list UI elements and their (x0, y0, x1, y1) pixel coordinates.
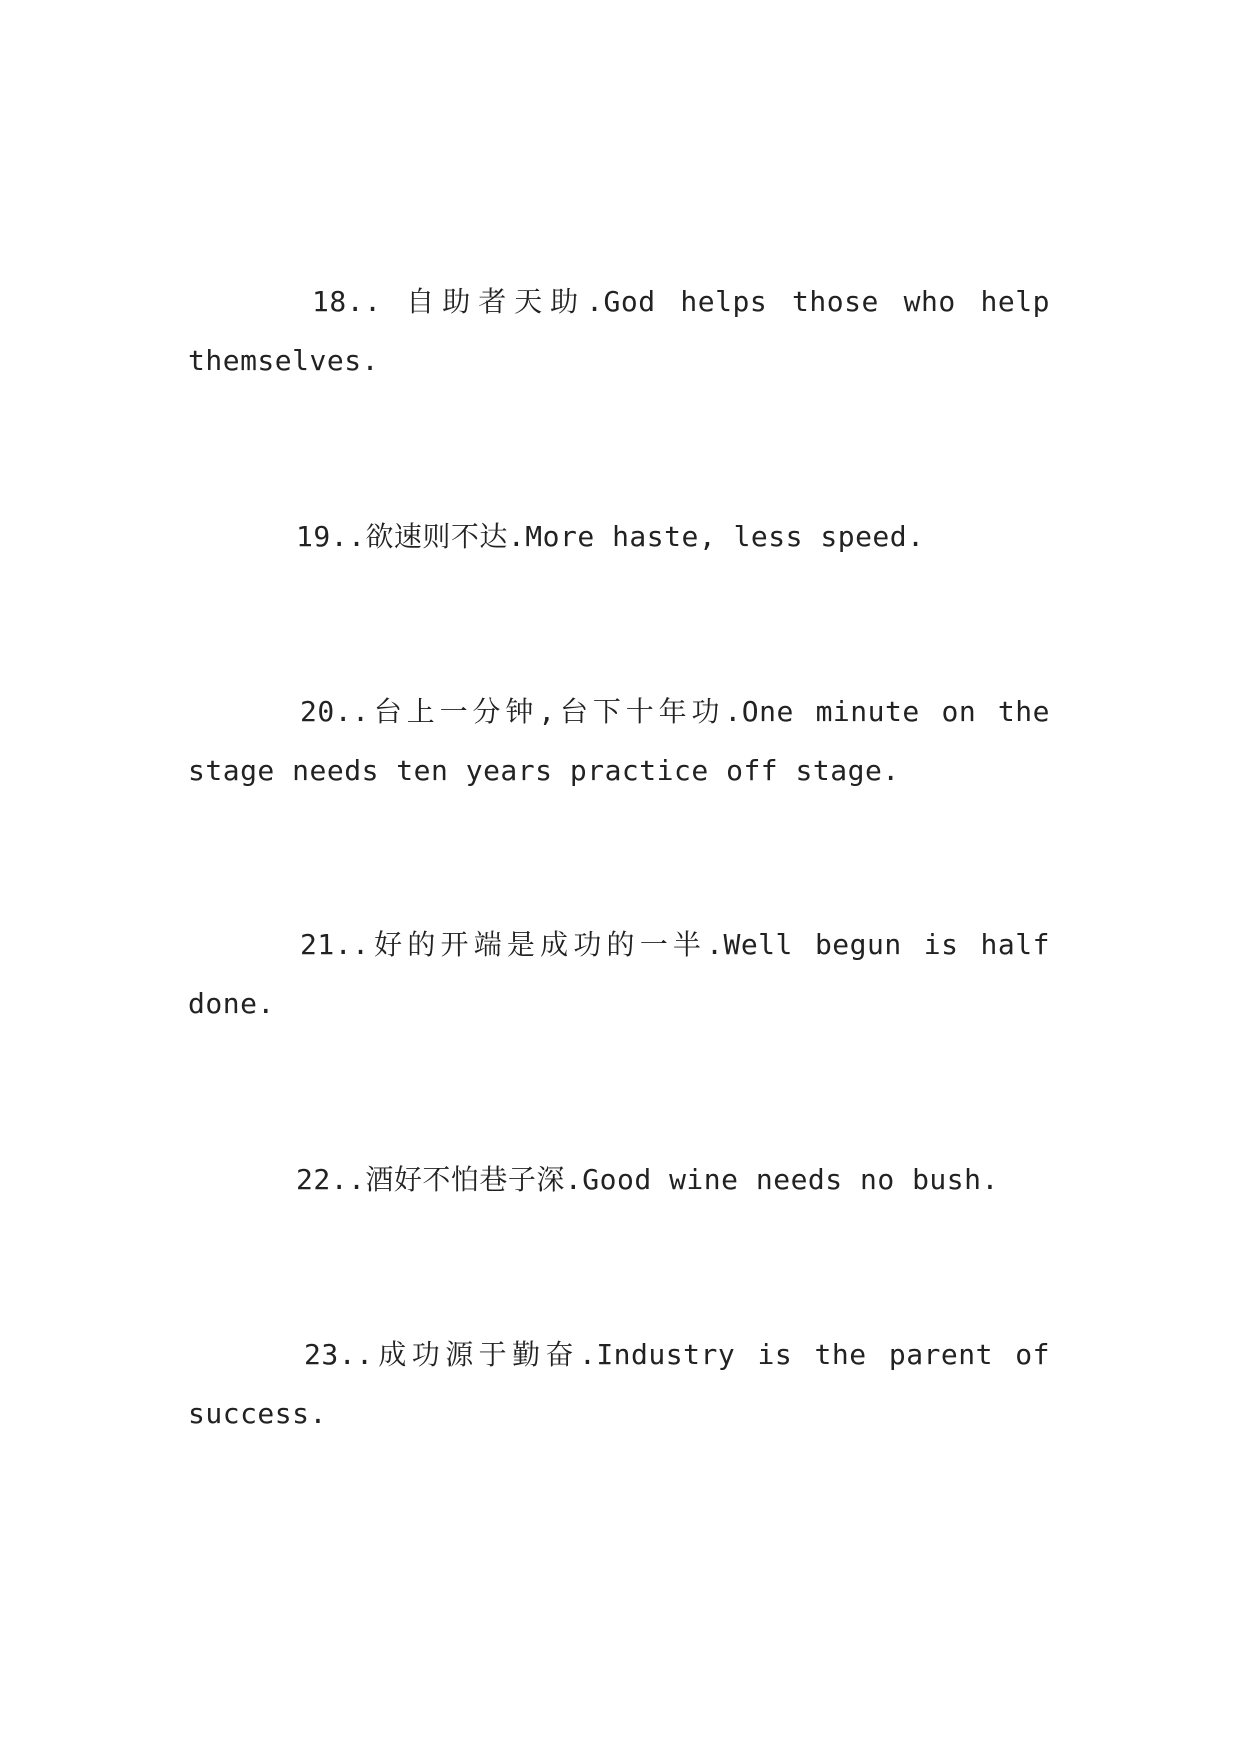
proverb-20: 20..台上一分钟,台下十年功.One minute on the stage needs ten years practice off stage. (188, 695, 1050, 787)
proverb-18: 18.. 自助者天助.God helps those who help themselves. (188, 285, 1050, 377)
proverb-23: 23..成功源于勤奋.Industry is the parent of success. (188, 1338, 1050, 1430)
proverb-19: 19..欲速则不达.More haste, less speed. (296, 520, 925, 553)
proverb-22: 22..酒好不怕巷子深.Good wine needs no bush. (296, 1163, 999, 1196)
proverb-21: 21..好的开端是成功的一半.Well begun is half done. (188, 928, 1050, 1020)
